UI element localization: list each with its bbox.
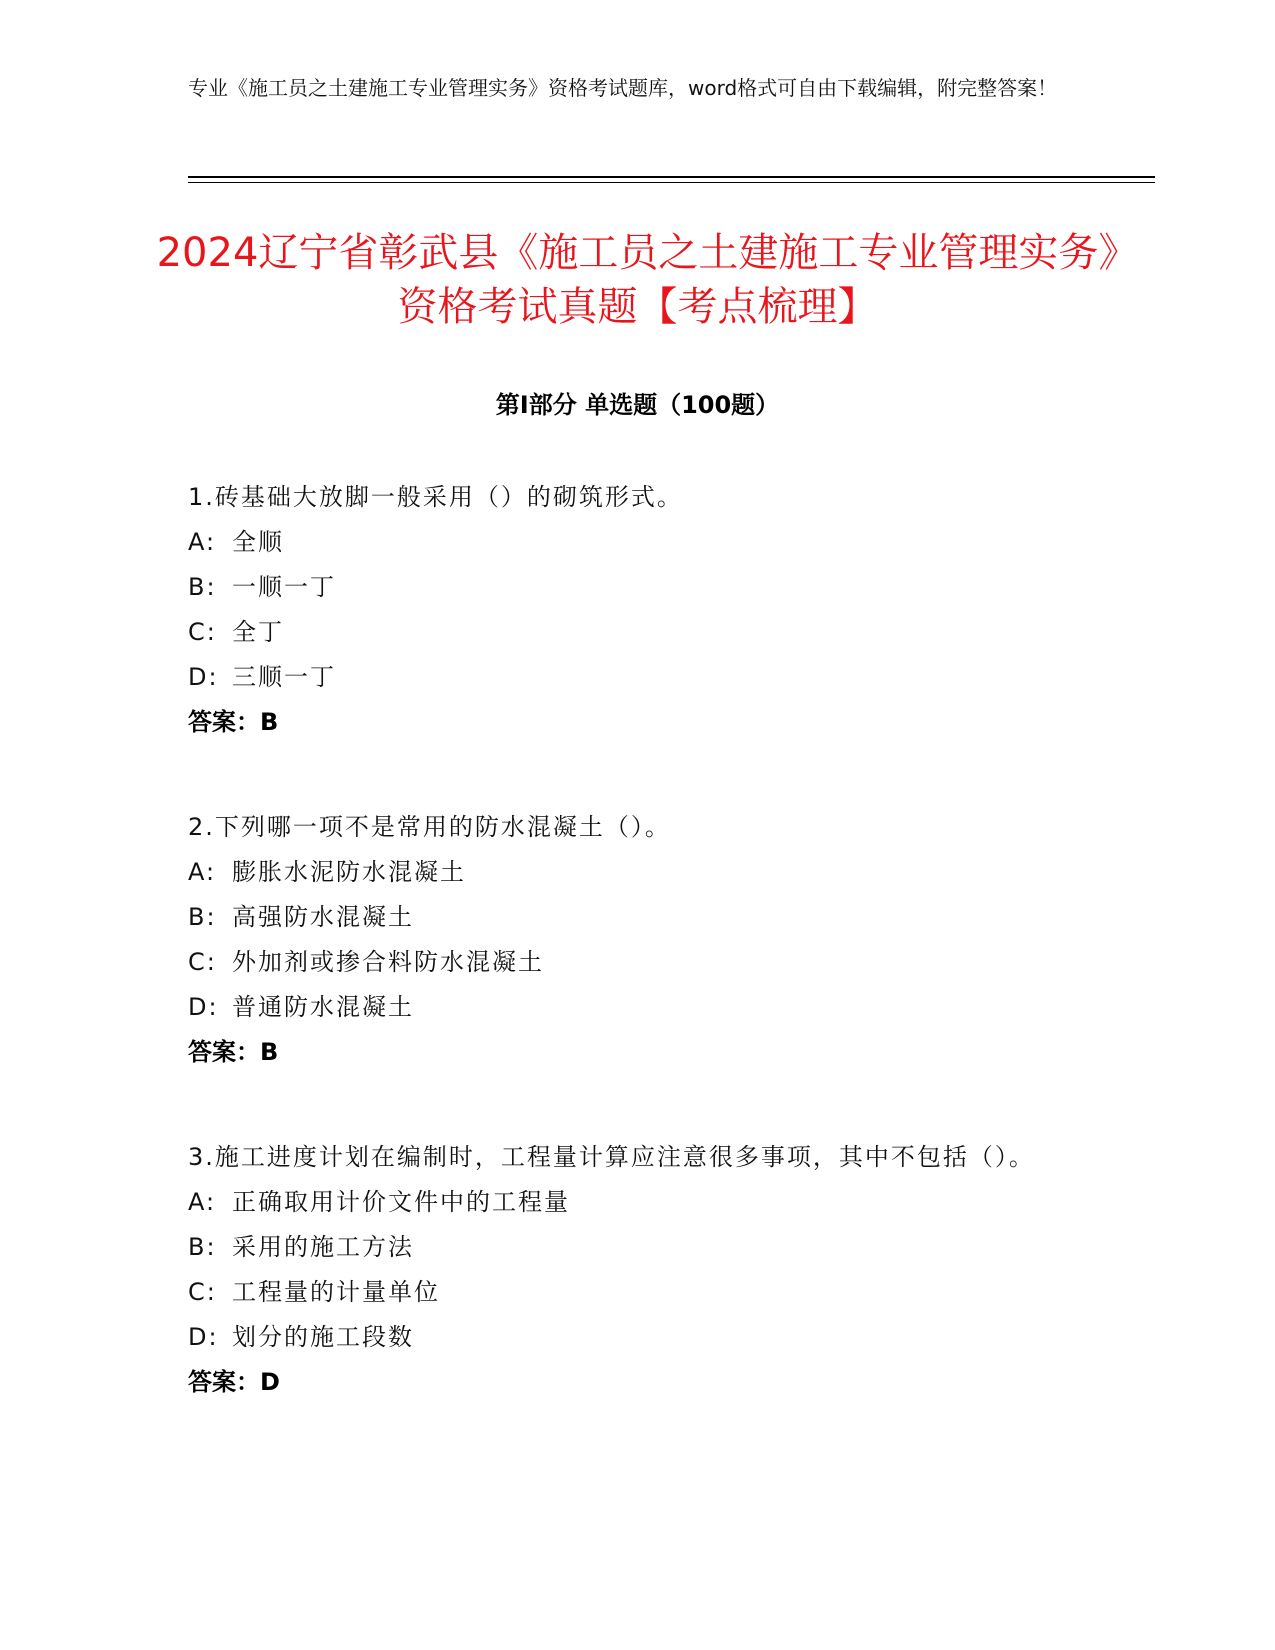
option-text: 正确取用计价文件中的工程量: [232, 1188, 570, 1216]
option-d: [188, 985, 1068, 1030]
answer-label: 答案：: [188, 708, 260, 736]
option-a: [188, 1180, 1068, 1225]
answer-label: 答案：: [188, 1368, 260, 1396]
option-text: 膨胀水泥防水混凝土: [232, 858, 466, 886]
question-stem: 1.砖基础大放脚一般采用（）的砌筑形式。: [188, 483, 683, 511]
option-c: [188, 940, 1068, 985]
document-title: 2024辽宁省彰武县《施工员之土建施工专业管理实务》资格考试真题【考点梳理】: [156, 230, 1119, 330]
option-letter: D:: [188, 663, 219, 691]
option-letter: B:: [188, 573, 217, 601]
answer-label: 答案：: [188, 1038, 260, 1066]
question-stem: 3.施工进度计划在编制时，工程量计算应注意很多事项，其中不包括（）。: [188, 1143, 1035, 1171]
option-d: [188, 655, 1068, 700]
option-letter: B:: [188, 903, 217, 931]
option-text: 采用的施工方法: [232, 1233, 414, 1261]
option-letter: A:: [188, 1188, 217, 1216]
option-c: [188, 1270, 1068, 1315]
section-heading: 第Ⅰ部分 单选题（100题）: [495, 391, 780, 419]
answer-value: D: [260, 1368, 280, 1396]
option-letter: A:: [188, 858, 217, 886]
option-letter: B:: [188, 1233, 217, 1261]
option-text: 普通防水混凝土: [232, 993, 414, 1021]
option-a: [188, 850, 1068, 895]
option-text: 工程量的计量单位: [232, 1278, 440, 1306]
option-letter: C:: [188, 1278, 217, 1306]
answer-line: [188, 700, 1068, 745]
header-divider-thin: [188, 182, 1155, 183]
question-list: [188, 475, 1068, 1465]
header-divider-thick: [188, 176, 1155, 178]
option-b: [188, 895, 1068, 940]
option-text: 一顺一丁: [232, 573, 336, 601]
question-2: [188, 805, 1068, 1075]
question-3: [188, 1135, 1068, 1405]
header-note: 专业《施工员之土建施工专业管理实务》资格考试题库，word格式可自由下载编辑，附完整答案！: [188, 76, 1058, 100]
option-text: 全丁: [232, 618, 284, 646]
option-letter: D:: [188, 993, 219, 1021]
option-c: [188, 610, 1068, 655]
option-b: [188, 565, 1068, 610]
option-letter: C:: [188, 948, 217, 976]
question-1: [188, 475, 1068, 745]
option-d: [188, 1315, 1068, 1360]
option-letter: A:: [188, 528, 217, 556]
answer-line: [188, 1360, 1068, 1405]
option-text: 外加剂或掺合料防水混凝土: [232, 948, 544, 976]
option-letter: C:: [188, 618, 217, 646]
option-text: 全顺: [232, 528, 284, 556]
question-stem: 2.下列哪一项不是常用的防水混凝土（）。: [188, 813, 671, 841]
option-a: [188, 520, 1068, 565]
option-letter: D:: [188, 1323, 219, 1351]
option-b: [188, 1225, 1068, 1270]
option-text: 划分的施工段数: [232, 1323, 414, 1351]
option-text: 高强防水混凝土: [232, 903, 414, 931]
answer-line: [188, 1030, 1068, 1075]
answer-value: B: [260, 1038, 279, 1066]
answer-value: B: [260, 708, 279, 736]
option-text: 三顺一丁: [232, 663, 336, 691]
